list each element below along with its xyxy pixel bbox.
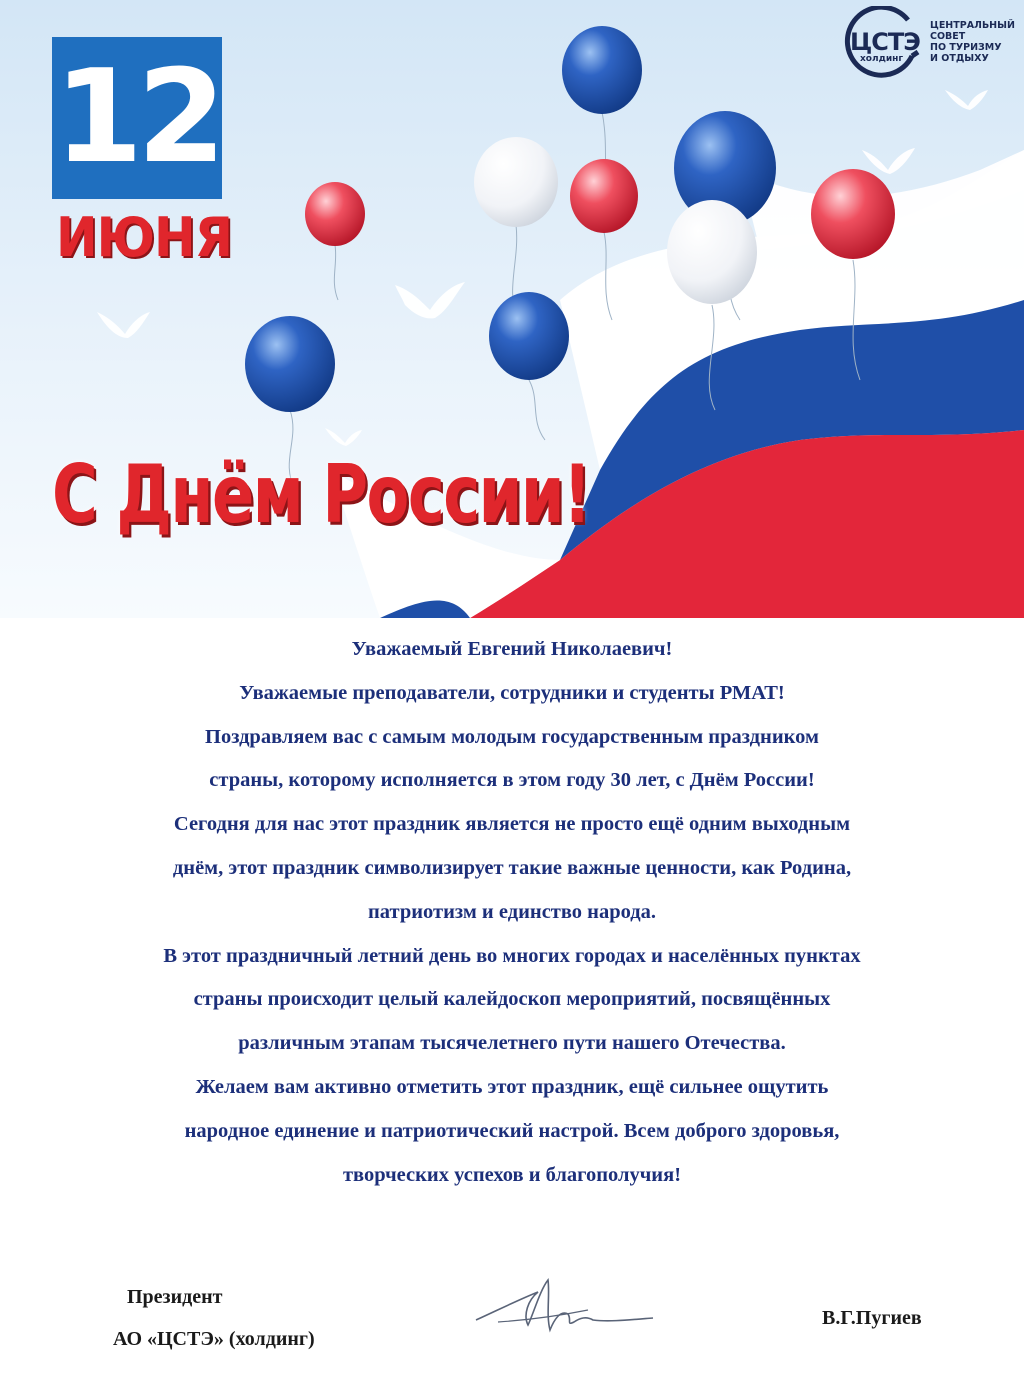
company-logo [838, 6, 1018, 86]
letter-line: Сегодня для нас этот праздник является не просто ещё одним выходным [173, 813, 851, 836]
letter-line: творческих успехов и благополучия! [342, 1163, 682, 1186]
logo-line: И ОТДЫХУ [930, 53, 989, 64]
letter-line: днём, этот праздник символизирует такие важные ценности, как Родина, [172, 856, 852, 879]
logo-full-name [930, 20, 1020, 64]
letter-line: страны, которому исполняется в этом году 30 лет, с Днём России! [209, 769, 815, 792]
letter-line: различным этапам тысячелетнего пути нашего Отечества. [238, 1032, 786, 1055]
logo-line: ПО ТУРИЗМУ [930, 42, 1002, 53]
letter-line: Поздравляем вас с самым молодым государственным праздником [205, 725, 819, 748]
letter-line: Уважаемый Евгений Николаевич! [351, 638, 673, 660]
greeting-letter [40, 628, 984, 1197]
signatory-block [113, 1276, 315, 1360]
signatory-name: В.Г.Пугиев [822, 1307, 922, 1329]
date-day: 12 [53, 43, 221, 192]
date-box [52, 37, 222, 199]
signatory-title: Президент [127, 1286, 223, 1308]
letter-line: патриотизм и единство народа. [367, 900, 657, 923]
logo-subtitle: холдинг [860, 54, 904, 64]
letter-line: народное единение и патриотический настрой. Всем доброго здоровья, [184, 1119, 840, 1142]
signatory-organization: АО «ЦСТЭ» (холдинг) [113, 1328, 315, 1350]
letter-line: В этот праздничный летний день во многих городах и населённых пунктах [163, 944, 861, 967]
date-month: ИЮНЯ [56, 206, 233, 269]
logo-line: ЦЕНТРАЛЬНЫЙ [930, 20, 1015, 31]
handwritten-signature [468, 1270, 658, 1350]
holiday-banner [0, 0, 1024, 618]
letter-line: Уважаемые преподаватели, сотрудники и студенты РМАТ! [239, 681, 785, 704]
letter-line: страны происходит целый калейдоскоп мероприятий, посвящённых [193, 988, 831, 1011]
logo-line: СОВЕТ [930, 31, 966, 42]
logo-abbreviation: ЦСТЭ [850, 28, 920, 56]
letter-line: Желаем вам активно отметить этот праздник, ещё сильнее ощутить [195, 1075, 829, 1098]
holiday-headline: С Днём России! [52, 448, 590, 541]
